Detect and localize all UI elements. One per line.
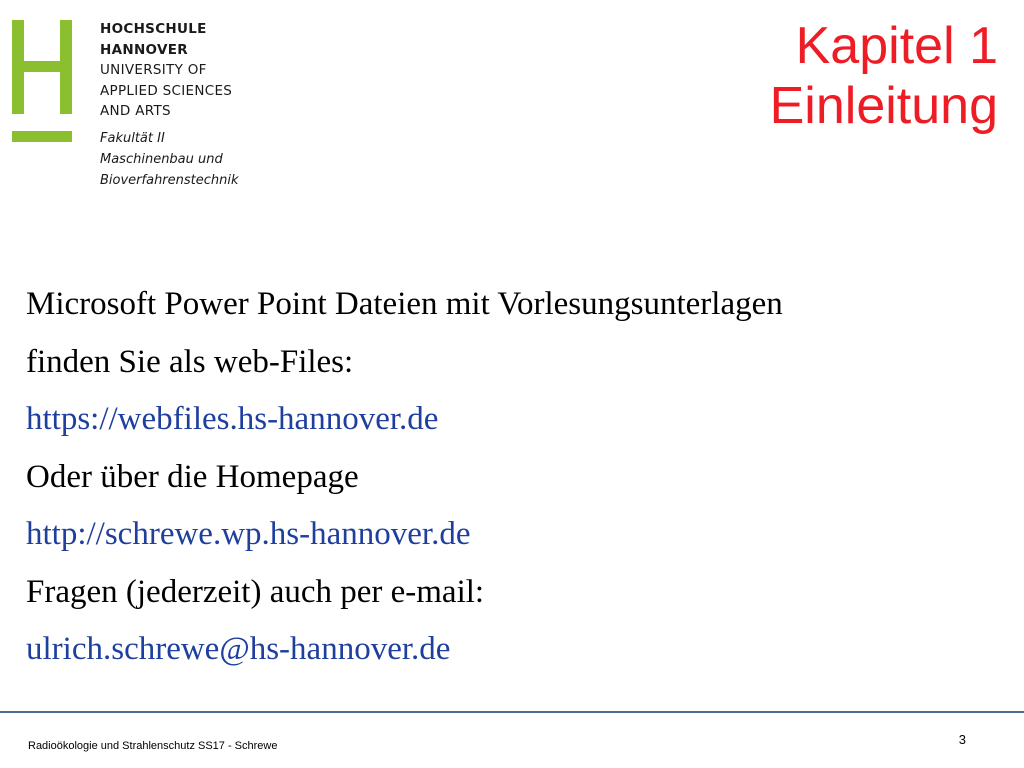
email-link[interactable]: ulrich.schrewe@hs-hannover.de [26, 631, 451, 667]
slide-title-line1: Kapitel 1 [795, 17, 998, 75]
body-line-1: Microsoft Power Point Dateien mit Vorlesungsunterlagen [26, 286, 783, 322]
university-name-line2: HANNOVER [100, 41, 188, 58]
footer-course-label: Radioökologie und Strahlenschutz SS17 - Schrewe [28, 740, 278, 752]
body-line-3: Oder über die Homepage [26, 458, 359, 495]
university-english-line3: AND ARTS [100, 103, 171, 120]
body-line-2: finden Sie als web-Files: [26, 343, 354, 380]
faculty-line1: Fakultät II [100, 131, 165, 146]
slide-body [26, 276, 1006, 679]
faculty-line3: Bioverfahrenstechnik [100, 173, 239, 188]
faculty-line2: Maschinenbau und [100, 152, 223, 167]
slide-title-line2: Einleitung [769, 77, 998, 135]
body-line-4: Fragen (jederzeit) auch per e-mail: [26, 573, 485, 610]
faculty-name [100, 128, 239, 191]
hs-hannover-logo-icon [12, 20, 76, 144]
university-english-line2: APPLIED SCIENCES [100, 82, 233, 99]
page-number: 3 [958, 732, 966, 747]
webfiles-link[interactable]: https://webfiles.hs-hannover.de [26, 401, 439, 437]
university-name [100, 19, 232, 122]
homepage-link[interactable]: http://schrewe.wp.hs-hannover.de [26, 516, 471, 552]
slide-title [770, 16, 998, 136]
university-english-line1: UNIVERSITY OF [100, 62, 207, 79]
footer-divider [0, 711, 1024, 713]
university-name-line1: HOCHSCHULE [100, 21, 207, 37]
